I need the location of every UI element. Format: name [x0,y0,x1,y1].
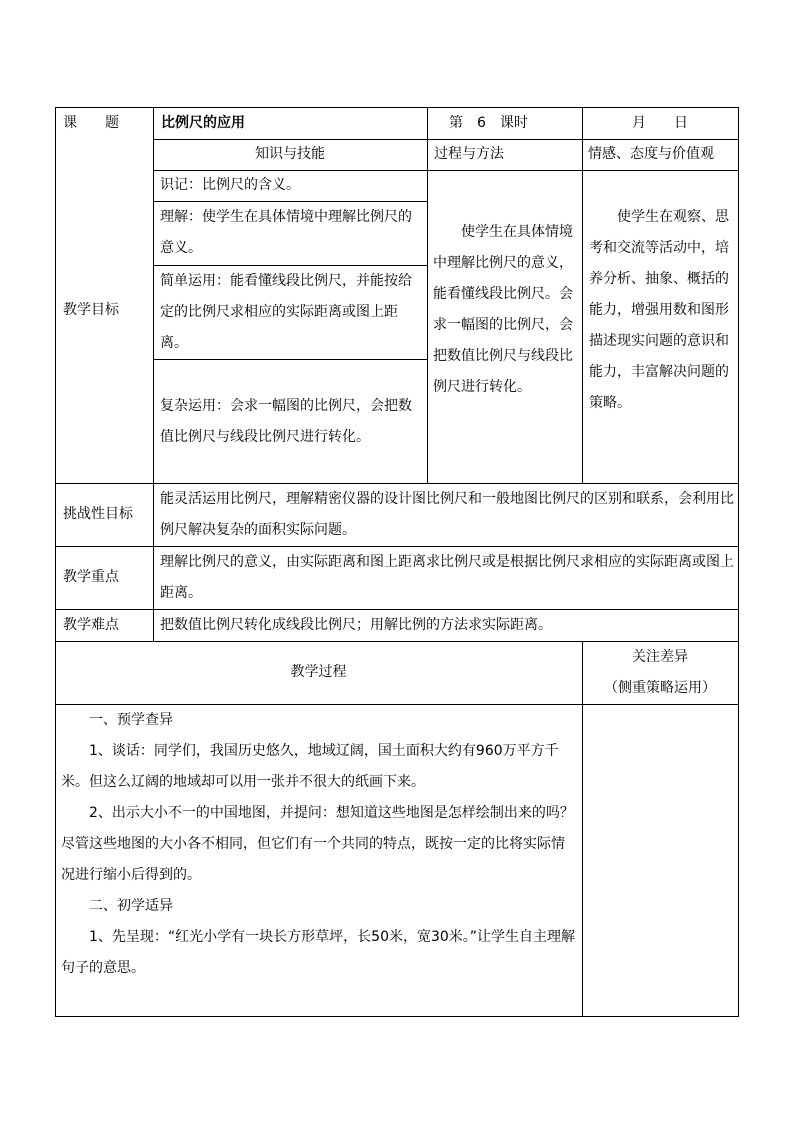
date-label: 月 日 [632,115,688,131]
knowledge-item: 简单运用：能看懂线段比例尺，并能按给定的比例尺求相应的实际距离或图上距离。 [160,273,412,351]
challenge-text: 能灵活运用比例尺，理解精密仪器的设计图比例尺和一般地图比例尺的区别和联系，会利用比例尺解决复杂的面积实际问题。 [160,491,734,538]
col-knowledge-header: 知识与技能 [255,146,325,162]
side-subtitle: （侧重策略运用） [604,680,716,696]
table-line [738,107,739,1017]
process-paragraph: 1、先呈现：“红光小学有一块长方形草坪，长50米，宽30米。”让学生自主理解句子的意思。 [61,929,576,976]
challenge-label: 挑战性目标 [63,506,133,522]
process-title: 教学过程 [290,664,347,680]
lesson-topic: 比例尺的应用 [161,115,245,131]
col-attitude-header: 情感、态度与价值观 [588,146,714,162]
topic-label: 课 题 [63,115,119,131]
table-line [153,107,154,642]
table-line [55,1016,739,1017]
table-line [582,107,583,484]
difficulty-label: 教学难点 [63,617,119,633]
process-body [61,705,577,984]
process-method-text: 使学生在具体情境中理解比例尺的意义，能看懂线段比例尺。会求一幅图的比例尺，会把数值比例尺与线段比例尺进行转化。 [433,224,573,395]
knowledge-item: 理解：使学生在具体情境中理解比例尺的意义。 [160,209,412,256]
table-line [153,359,427,360]
knowledge-item: 识记：比例尺的含义。 [160,177,300,193]
process-paragraph: 1、谈话：同学们，我国历史悠久，地域辽阔，国土面积大约有960万平方千米。但这么辽阔的地域却可以用一张并不很大的纸画下来。 [61,743,559,790]
process-paragraph: 二、初学适异 [89,898,173,914]
side-title: 关注差异 [632,649,688,665]
goals-label: 教学目标 [63,302,119,318]
table-line [427,107,428,484]
key-label: 教学重点 [63,569,119,585]
knowledge-item: 复杂运用：会求一幅图的比例尺，会把数值比例尺与线段比例尺进行转化。 [160,398,412,445]
process-paragraph: 一、预学查异 [89,712,173,728]
key-text: 理解比例尺的意义，由实际距离和图上距离求比例尺或是根据比例尺求相应的实际距离或图上距离。 [160,554,734,601]
difficulty-text: 把数值比例尺转化成线段比例尺；用解比例的方法求实际距离。 [160,617,552,633]
table-line [55,107,56,1017]
period-label: 第 6 课时 [449,115,528,131]
col-process-header: 过程与方法 [434,146,504,162]
process-paragraph: 2、出示大小不一的中国地图，并提问：想知道这些地图是怎样绘制出来的吗？尽管这些地图的大小各不相同，但它们有一个共同的特点，既按一定的比将实际情况进行缩小后得到的。 [61,805,574,883]
attitude-text: 使学生在观察、思考和交流等活动中，培养分析、抽象、概括的能力，增强用数和图形描述现实问题的意识和能力，丰富解决问题的策略。 [589,209,729,411]
